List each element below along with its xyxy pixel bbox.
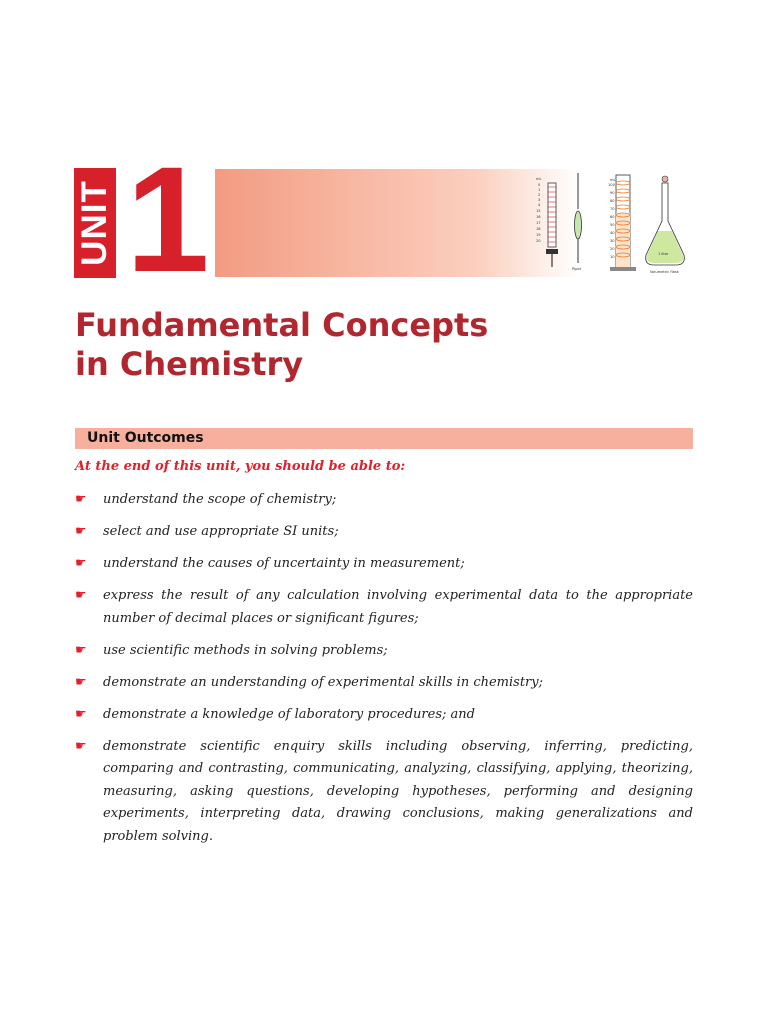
cylinder-scale-9: 20 (610, 247, 615, 251)
outcome-text: understand the causes of uncertainty in measurement; (103, 556, 465, 571)
outcome-text: use scientific methods in solving problems; (103, 642, 388, 658)
burette-scale-7: 16 (536, 215, 541, 219)
pointing-hand-icon: ☛ (75, 642, 87, 658)
burette-scale-9: 18 (536, 227, 541, 231)
burette-scale-10: 19 (536, 233, 541, 237)
pointing-hand-icon: ☛ (75, 556, 87, 571)
pointing-hand-icon: ☛ (75, 706, 87, 722)
burette-scale-0: mL (536, 177, 542, 181)
burette-scale-3: 2 (538, 193, 541, 197)
outcome-text: demonstrate a knowledge of laboratory procedures; and (103, 706, 475, 722)
unit-tab (74, 168, 116, 278)
outcome-item (75, 704, 693, 727)
cylinder-scale-8: 30 (610, 239, 615, 243)
outcomes-list (75, 489, 693, 858)
flask-text: 1 liter (658, 252, 669, 256)
outcome-text: demonstrate scientific enquiry skills including observing, inferring, predicting, comparing and contrasting, communicating, analyzing, classifying, applying, theorizing, measuring, asking questions, developing hypotheses, performing and designing experiments, interpreting data, drawing conclusions, making generalizations and problem solving. (103, 738, 693, 844)
pointing-hand-icon: ☛ (75, 492, 87, 507)
lab-apparatus-illustration (530, 169, 693, 277)
burette-scale-4: 3 (538, 198, 541, 202)
outcome-item (75, 489, 693, 512)
cylinder-scale-7: 40 (610, 231, 615, 235)
cylinder-scale-3: 80 (610, 199, 615, 203)
burette-scale-1: 0 (538, 183, 541, 187)
outcome-item (75, 553, 693, 576)
title-line-1: Fundamental Concepts (75, 306, 489, 344)
cylinder-scale-5: 60 (610, 215, 615, 219)
cylinder-scale-4: 70 (610, 207, 615, 211)
pointing-hand-icon: ☛ (75, 738, 87, 754)
cylinder-scale-0: mL (610, 178, 616, 182)
cylinder-scale-6: 50 (610, 223, 615, 227)
burette-scale-11: 20 (536, 239, 541, 243)
title-line-2: in Chemistry (75, 345, 304, 383)
outcome-item (75, 640, 693, 663)
burette-scale-5: 4 (538, 203, 541, 207)
page-title (75, 306, 488, 384)
flask-label: Volumetric flask (650, 270, 679, 274)
pipet-icon (575, 173, 582, 263)
pointing-hand-icon: ☛ (75, 674, 87, 690)
header-band (215, 169, 693, 277)
pipet-label: Pipet (572, 267, 581, 271)
burette-scale-6: 15 (536, 209, 541, 213)
outcome-item (75, 521, 693, 544)
burette-scale-2: 1 (538, 188, 541, 192)
outcome-text: understand the scope of chemistry; (103, 492, 337, 507)
outcome-item (75, 585, 693, 630)
outcome-item (75, 672, 693, 695)
outcome-item (75, 736, 693, 849)
unit-label: UNIT (75, 180, 114, 266)
burette-scale-8: 17 (536, 221, 541, 225)
cylinder-scale-2: 90 (610, 191, 615, 195)
unit-outcomes-heading: Unit Outcomes (75, 428, 693, 449)
outcome-text: express the result of any calculation involving experimental data to the appropriate number of decimal places or significant figures; (103, 588, 693, 626)
pointing-hand-icon: ☛ (75, 588, 87, 603)
pointing-hand-icon: ☛ (75, 524, 87, 539)
outcomes-intro: At the end of this unit, you should be able to: (75, 459, 406, 474)
outcome-text: demonstrate an understanding of experimental skills in chemistry; (103, 674, 544, 690)
burette-icon (546, 183, 558, 267)
unit-number: 1 (126, 135, 210, 303)
outcome-text: select and use appropriate SI units; (103, 524, 339, 539)
cylinder-scale-1: 100 (608, 183, 615, 187)
cylinder-scale-10: 10 (610, 255, 615, 259)
